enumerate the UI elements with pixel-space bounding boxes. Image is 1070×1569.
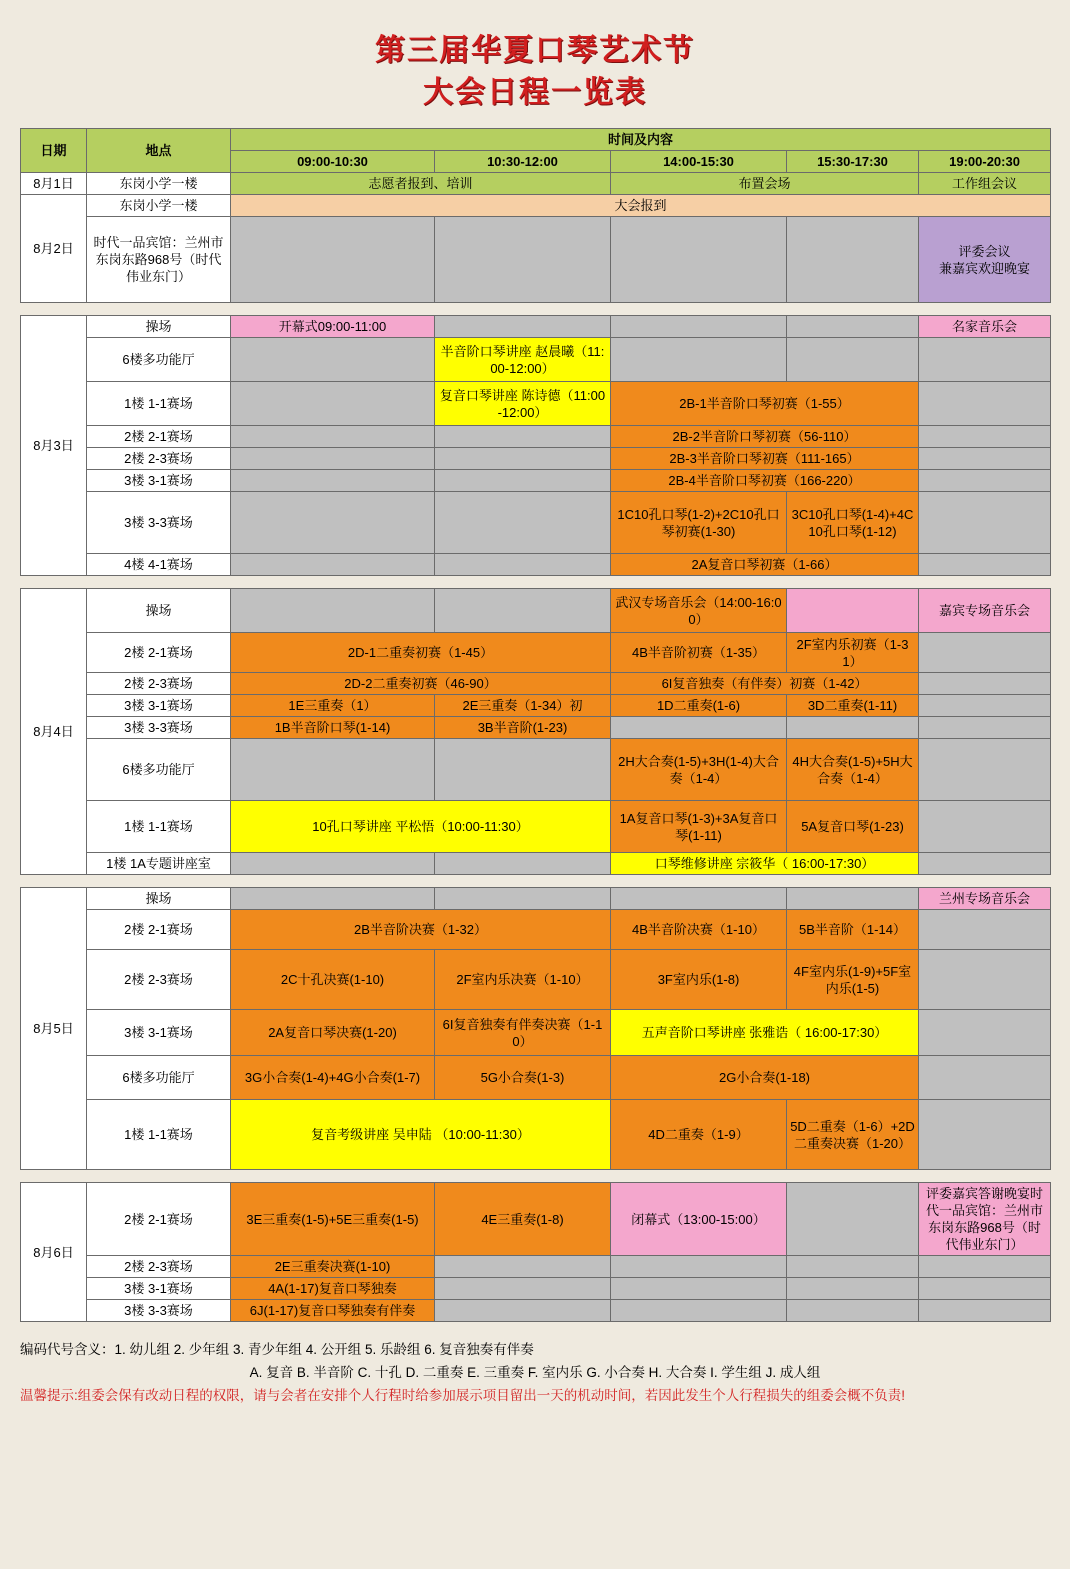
table-block-3 [20, 588, 1051, 875]
table-row [21, 910, 1051, 950]
table-block-2 [20, 315, 1051, 576]
table-row [21, 554, 1051, 576]
empty-cell [231, 853, 435, 875]
empty-cell [611, 338, 787, 382]
footer-notes [20, 1338, 1050, 1407]
empty-cell [611, 717, 787, 739]
session-cell: 复音考级讲座 吴申陆 （10:00-11:30） [231, 1100, 611, 1170]
empty-cell [919, 554, 1051, 576]
place-label: 6楼多功能厅 [87, 1056, 231, 1100]
session-cell: 3E三重奏(1-5)+5E三重奏(1-5) [231, 1183, 435, 1256]
session-cell: 5G小合奏(1-3) [435, 1056, 611, 1100]
table-row [21, 853, 1051, 875]
empty-cell [231, 338, 435, 382]
empty-cell [435, 1256, 611, 1278]
empty-cell [919, 673, 1051, 695]
empty-cell [435, 217, 611, 303]
session-cell: 五声音阶口琴讲座 张雅诰（ 16:00-17:30） [611, 1010, 919, 1056]
table-block-5 [20, 1182, 1051, 1322]
session-cell: 4F室内乐(1-9)+5F室内乐(1-5) [787, 950, 919, 1010]
schedule-block-4 [20, 887, 1050, 1170]
session-cell: 4B半音阶初赛（1-35） [611, 633, 787, 673]
place-label: 2楼 2-1赛场 [87, 1183, 231, 1256]
place-label: 3楼 3-1赛场 [87, 470, 231, 492]
table-row [21, 717, 1051, 739]
session-cell: 3B半音阶(1-23) [435, 717, 611, 739]
session-cell: 嘉宾专场音乐会 [919, 589, 1051, 633]
empty-cell [919, 1300, 1051, 1322]
empty-cell [611, 1278, 787, 1300]
empty-cell [919, 492, 1051, 554]
table-row [21, 673, 1051, 695]
table-row [21, 633, 1051, 673]
empty-cell [787, 717, 919, 739]
session-cell: 1A复音口琴(1-3)+3A复音口琴(1-11) [611, 801, 787, 853]
header-slot-2: 10:30-12:00 [435, 151, 611, 173]
empty-cell [611, 1300, 787, 1322]
empty-cell [919, 950, 1051, 1010]
session-cell: 5A复音口琴(1-23) [787, 801, 919, 853]
empty-cell [231, 470, 435, 492]
empty-cell [787, 888, 919, 910]
empty-cell [919, 426, 1051, 448]
table-row [21, 470, 1051, 492]
session-cell: 2H大合奏(1-5)+3H(1-4)大合奏（1-4） [611, 739, 787, 801]
empty-cell [919, 448, 1051, 470]
table-row [21, 492, 1051, 554]
place-label: 时代一品宾馆：兰州市东岗东路968号（时代伟业东门） [87, 217, 231, 303]
place-label: 3楼 3-1赛场 [87, 1278, 231, 1300]
table-row [21, 1183, 1051, 1256]
session-cell: 1E三重奏（1） [231, 695, 435, 717]
empty-cell [231, 888, 435, 910]
empty-cell [919, 470, 1051, 492]
place-label: 操场 [87, 888, 231, 910]
empty-cell [231, 448, 435, 470]
header-slot-3: 14:00-15:30 [611, 151, 787, 173]
session-cell: 兰州专场音乐会 [919, 888, 1051, 910]
table-row [21, 801, 1051, 853]
place-label: 6楼多功能厅 [87, 338, 231, 382]
table-row [21, 950, 1051, 1010]
empty-cell [787, 338, 919, 382]
empty-cell [787, 217, 919, 303]
table-row [21, 382, 1051, 426]
table-row [21, 739, 1051, 801]
session-cell: 2B半音阶决赛（1-32） [231, 910, 611, 950]
session-cell: 5D二重奏（1-6）+2D二重奏决赛（1-20） [787, 1100, 919, 1170]
day-label: 8月2日 [21, 195, 87, 303]
session-cell: 评委嘉宾答谢晚宴时代一品宾馆：兰州市东岗东路968号（时代伟业东门） [919, 1183, 1051, 1256]
session-cell: 2A复音口琴决赛(1-20) [231, 1010, 435, 1056]
table-row [21, 888, 1051, 910]
day-label: 8月5日 [21, 888, 87, 1170]
table-row [21, 195, 1051, 217]
header-time-content: 时间及内容 [231, 129, 1051, 151]
empty-cell [919, 633, 1051, 673]
empty-cell [611, 217, 787, 303]
session-cell: 3D二重奏(1-11) [787, 695, 919, 717]
place-label: 操场 [87, 316, 231, 338]
day-label: 8月3日 [21, 316, 87, 576]
place-label: 2楼 2-1赛场 [87, 633, 231, 673]
session-cell: 布置会场 [611, 173, 919, 195]
empty-cell [919, 1278, 1051, 1300]
session-line-1: 评委会议 [958, 243, 1011, 259]
session-cell: 4A(1-17)复音口琴独奏 [231, 1278, 435, 1300]
empty-cell [919, 338, 1051, 382]
place-label: 东岗小学一楼 [87, 173, 231, 195]
session-cell: 志愿者报到、培训 [231, 173, 611, 195]
empty-cell [787, 1183, 919, 1256]
footer-line-1: 编码代号含义：1. 幼儿组 2. 少年组 3. 青少年组 4. 公开组 5. 乐龄组 6. 复音独奏有伴奏 [20, 1342, 534, 1357]
session-cell: 2D-2二重奏初赛（46-90） [231, 673, 611, 695]
header-slot-5: 19:00-20:30 [919, 151, 1051, 173]
empty-cell [435, 448, 611, 470]
empty-cell [231, 554, 435, 576]
session-cell: 2B-1半音阶口琴初赛（1-55） [611, 382, 919, 426]
empty-cell [435, 492, 611, 554]
empty-cell [787, 1300, 919, 1322]
place-label: 4楼 4-1赛场 [87, 554, 231, 576]
footer-line-3: 温馨提示:组委会保有改动日程的权限，请与会者在安排个人行程时给参加展示项目留出一天的机动时间，若因此发生个人行程损失的组委会概不负责! [20, 1388, 905, 1403]
place-label: 东岗小学一楼 [87, 195, 231, 217]
empty-cell [231, 217, 435, 303]
title-line-1: 第三届华夏口琴艺术节 [375, 34, 695, 67]
place-label: 操场 [87, 589, 231, 633]
table-block-1 [20, 128, 1051, 303]
table-row [21, 1056, 1051, 1100]
empty-cell [787, 1278, 919, 1300]
table-block-4 [20, 887, 1051, 1170]
session-cell: 10孔口琴讲座 平松悟（10:00-11:30） [231, 801, 611, 853]
session-cell: 5B半音阶（1-14） [787, 910, 919, 950]
empty-cell [919, 739, 1051, 801]
schedule-block-3 [20, 588, 1050, 875]
session-cell: 口琴维修讲座 宗筱华（ 16:00-17:30） [611, 853, 919, 875]
place-label: 2楼 2-3赛场 [87, 448, 231, 470]
empty-cell [435, 589, 611, 633]
schedule-block-2 [20, 315, 1050, 576]
session-cell: 2G小合奏(1-18) [611, 1056, 919, 1100]
place-label: 2楼 2-3赛场 [87, 950, 231, 1010]
empty-cell [611, 316, 787, 338]
table-row [21, 316, 1051, 338]
place-label: 3楼 3-3赛场 [87, 717, 231, 739]
table-row [21, 426, 1051, 448]
table-row [21, 1300, 1051, 1322]
empty-cell [435, 426, 611, 448]
table-row [21, 1100, 1051, 1170]
title-line-2: 大会日程一览表 [423, 76, 647, 109]
empty-cell [231, 492, 435, 554]
empty-cell [919, 1256, 1051, 1278]
empty-cell [435, 739, 611, 801]
empty-cell [919, 910, 1051, 950]
empty-cell [611, 888, 787, 910]
session-cell: 6I复音独奏有伴奏决赛（1-10） [435, 1010, 611, 1056]
place-label: 1楼 1A专题讲座室 [87, 853, 231, 875]
empty-cell [435, 554, 611, 576]
table-row [21, 129, 1051, 151]
session-cell: 2D-1二重奏初赛（1-45） [231, 633, 611, 673]
session-cell: 2F室内乐初赛（1-31） [787, 633, 919, 673]
session-cell: 武汉专场音乐会（14:00-16:00） [611, 589, 787, 633]
empty-cell [435, 470, 611, 492]
session-cell: 2C十孔决赛(1-10) [231, 950, 435, 1010]
place-label: 2楼 2-1赛场 [87, 426, 231, 448]
place-label: 1楼 1-1赛场 [87, 382, 231, 426]
day-label: 8月6日 [21, 1183, 87, 1322]
header-slot-1: 09:00-10:30 [231, 151, 435, 173]
session-cell: 3C10孔口琴(1-4)+4C10孔口琴(1-12) [787, 492, 919, 554]
place-label: 3楼 3-3赛场 [87, 492, 231, 554]
session-cell: 3F室内乐(1-8) [611, 950, 787, 1010]
session-cell: 4B半音阶决赛（1-10） [611, 910, 787, 950]
header-slot-4: 15:30-17:30 [787, 151, 919, 173]
schedule-block-1 [20, 128, 1050, 303]
session-cell: 6I复音独奏（有伴奏）初赛（1-42） [611, 673, 919, 695]
session-cell: 2F室内乐决赛（1-10） [435, 950, 611, 1010]
session-cell: 3G小合奏(1-4)+4G小合奏(1-7) [231, 1056, 435, 1100]
empty-cell [919, 1100, 1051, 1170]
session-cell: 1B半音阶口琴(1-14) [231, 717, 435, 739]
place-label: 3楼 3-1赛场 [87, 1010, 231, 1056]
session-line-2: 兼嘉宾欢迎晚宴 [939, 260, 1031, 276]
empty-cell [787, 316, 919, 338]
session-cell: 开幕式09:00-11:00 [231, 316, 435, 338]
session-cell: 4E三重奏(1-8) [435, 1183, 611, 1256]
session-cell: 2E三重奏决赛(1-10) [231, 1256, 435, 1278]
place-label: 1楼 1-1赛场 [87, 1100, 231, 1170]
empty-cell [435, 1278, 611, 1300]
place-label: 1楼 1-1赛场 [87, 801, 231, 853]
empty-cell [435, 888, 611, 910]
page-title [0, 0, 1070, 114]
session-cell: 工作组会议 [919, 173, 1051, 195]
session-cell: 6J(1-17)复音口琴独奏有伴奏 [231, 1300, 435, 1322]
table-row [21, 1010, 1051, 1056]
empty-cell [231, 739, 435, 801]
table-row [21, 589, 1051, 633]
session-cell: 2B-3半音阶口琴初赛（111-165） [611, 448, 919, 470]
table-row [21, 695, 1051, 717]
empty-cell [435, 316, 611, 338]
empty-cell [919, 382, 1051, 426]
empty-cell [231, 589, 435, 633]
session-cell: 复音口琴讲座 陈诗德（11:00-12:00） [435, 382, 611, 426]
session-cell: 2E三重奏（1-34）初 [435, 695, 611, 717]
session-cell: 1D二重奏(1-6) [611, 695, 787, 717]
empty-cell [611, 1256, 787, 1278]
table-row [21, 1256, 1051, 1278]
empty-cell [919, 1056, 1051, 1100]
empty-cell [919, 717, 1051, 739]
table-row [21, 173, 1051, 195]
session-cell: 名家音乐会 [919, 316, 1051, 338]
session-cell: 2A复音口琴初赛（1-66） [611, 554, 919, 576]
session-cell: 半音阶口琴讲座 赵晨曦（11:00-12:00） [435, 338, 611, 382]
session-cell: 2B-2半音阶口琴初赛（56-110） [611, 426, 919, 448]
session-cell: 大会报到 [231, 195, 1051, 217]
empty-cell [435, 853, 611, 875]
empty-cell [919, 853, 1051, 875]
table-row [21, 1278, 1051, 1300]
place-label: 2楼 2-1赛场 [87, 910, 231, 950]
empty-cell [919, 1010, 1051, 1056]
table-row [21, 217, 1051, 303]
place-label: 3楼 3-1赛场 [87, 695, 231, 717]
session-cell: 2B-4半音阶口琴初赛（166-220） [611, 470, 919, 492]
empty-cell [919, 801, 1051, 853]
empty-cell [231, 382, 435, 426]
day-label: 8月1日 [21, 173, 87, 195]
table-row [21, 448, 1051, 470]
session-cell: 4H大合奏(1-5)+5H大合奏（1-4） [787, 739, 919, 801]
schedule-block-5 [20, 1182, 1050, 1322]
table-row [21, 338, 1051, 382]
header-date: 日期 [21, 129, 87, 173]
empty-cell [787, 1256, 919, 1278]
place-label: 3楼 3-3赛场 [87, 1300, 231, 1322]
place-label: 2楼 2-3赛场 [87, 1256, 231, 1278]
day-label: 8月4日 [21, 589, 87, 875]
place-label: 2楼 2-3赛场 [87, 673, 231, 695]
empty-cell [919, 695, 1051, 717]
empty-cell [231, 426, 435, 448]
session-cell: 4D二重奏（1-9） [611, 1100, 787, 1170]
header-place: 地点 [87, 129, 231, 173]
place-label: 6楼多功能厅 [87, 739, 231, 801]
empty-cell [787, 589, 919, 633]
session-cell [919, 217, 1051, 303]
empty-cell [435, 1300, 611, 1322]
footer-line-2: A. 复音 B. 半音阶 C. 十孔 D. 二重奏 E. 三重奏 F. 室内乐 G. 小合奏 H. 大合奏 I. 学生组 J. 成人组 [249, 1365, 821, 1380]
session-cell: 1C10孔口琴(1-2)+2C10孔口琴初赛(1-30) [611, 492, 787, 554]
session-cell: 闭幕式（13:00-15:00） [611, 1183, 787, 1256]
